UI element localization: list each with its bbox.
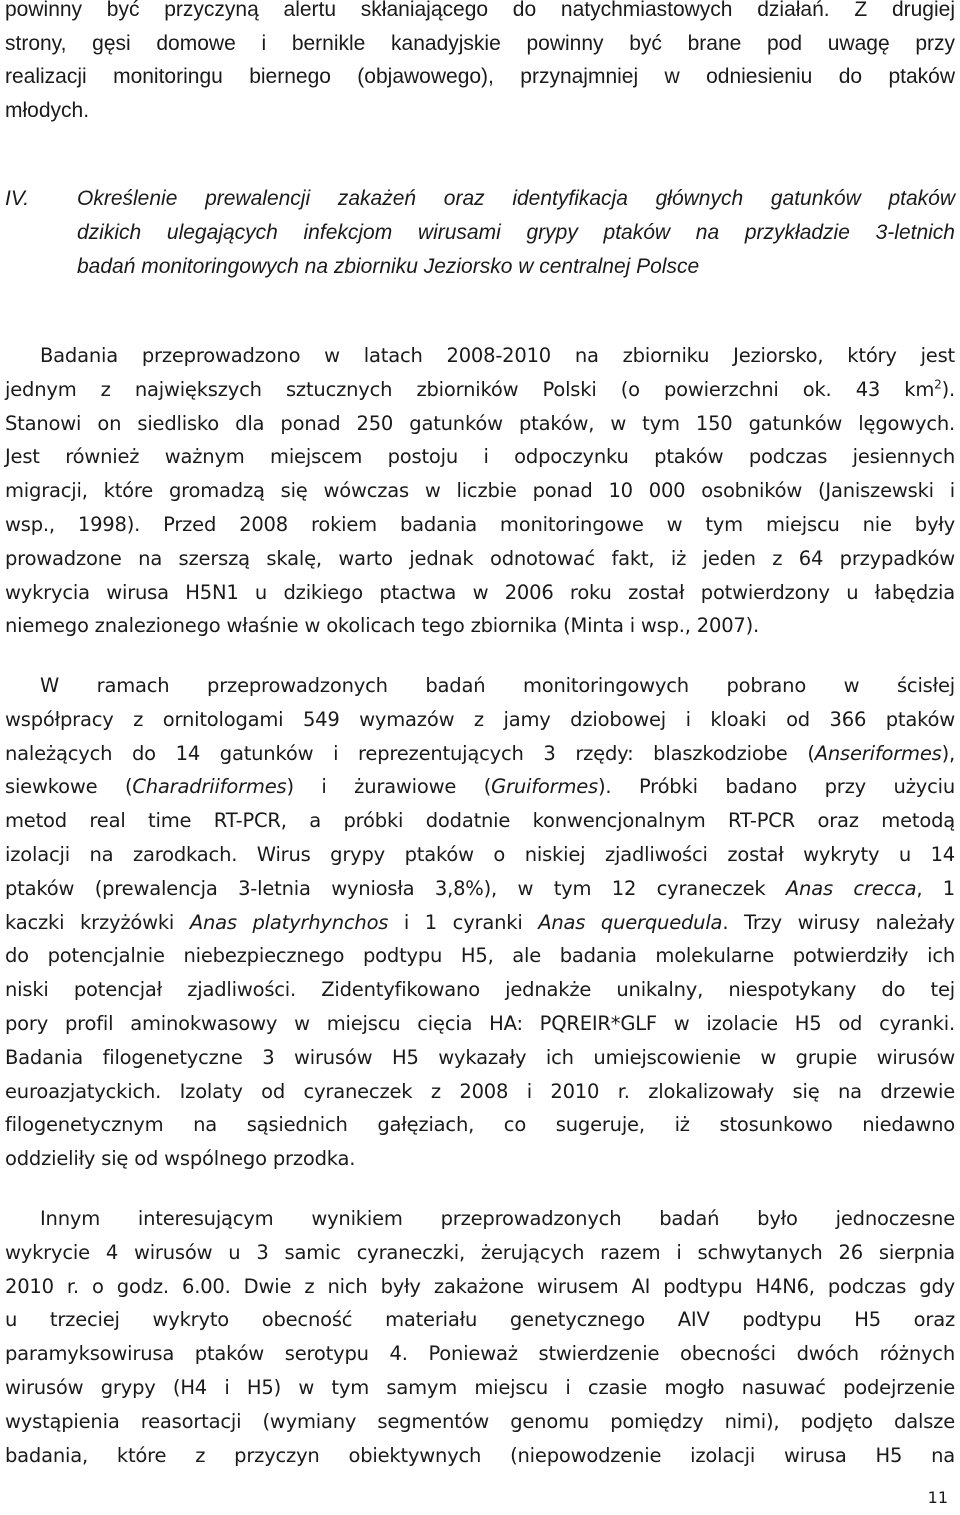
text-line: badania, które z przyczyn obiektywnych (niepowodzenie izolacji wirusa H5 na: [5, 1443, 955, 1467]
superscript: 2: [934, 377, 942, 392]
text-line: wirusów grypy (H4 i H5) w tym samym miejscu i czasie mogło nasuwać podejrzenie: [5, 1375, 955, 1399]
text-fragment: i 1 cyranki: [388, 910, 539, 934]
text-fragment: należących do 14 gatunków i reprezentujących 3 rzędy: blaszkodziobe (: [5, 741, 815, 765]
text-line: Badania filogenetyczne 3 wirusów H5 wykazały ich umiejscowienie w grupie wirusów: [5, 1045, 955, 1069]
text-fragment: ).: [941, 377, 955, 401]
text-line: niski potencjał zjadliwości. Zidentyfikowano jednakże unikalny, niespotykany do tej: [5, 978, 955, 1002]
text-fragment: siewkowe (: [5, 775, 133, 799]
text-line: wsp., 1998). Przed 2008 rokiem badania monitoringowe w tym miejscu nie były: [5, 512, 955, 536]
paragraph-3: [5, 1202, 955, 1472]
text-line: metod real time RT-PCR, a próbki dodatnie konwencjonalnym RT-PCR oraz metodą: [5, 809, 955, 833]
species-term: Anas crecca: [785, 876, 917, 900]
text-line: młodych.: [5, 98, 90, 122]
text-fragment: jednym z największych sztucznych zbiorników Polski (o powierzchni ok. 43 km: [5, 377, 935, 401]
text-line: [5, 770, 955, 804]
text-line: wykrycia wirusa H5N1 u dzikiego ptactwa w 2006 roku został potwierdzony u łabędzia: [5, 580, 955, 604]
text-line: migracji, które gromadzą się wówczas w liczbie ponad 10 000 osobników (Janiszewski i: [5, 479, 955, 503]
species-term: Charadriiformes: [132, 775, 287, 799]
section-title: [77, 182, 955, 284]
text-line: [5, 872, 955, 906]
page-number: 11: [927, 1488, 948, 1507]
text-line: 2010 r. o godz. 6.00. Dwie z nich były zakażone wirusem AI podtypu H4N6, podczas gdy: [5, 1274, 955, 1298]
text-line: [5, 373, 955, 407]
text-fragment: , 1: [916, 876, 955, 900]
text-fragment: ) i żurawiowe (: [286, 775, 492, 799]
paragraph-1: [5, 339, 955, 643]
text-line: wystąpienia reasortacji (wymiany segmentów genomu pomiędzy nimi), podjęto dalsze: [5, 1409, 955, 1433]
text-line: pory profil aminokwasowy w miejscu cięcia HA: PQREIR*GLF w izolacie H5 od cyranki.: [5, 1011, 955, 1035]
text-line: filogenetycznym na sąsiednich gałęziach, co sugeruje, iż stosunkowo niedawno: [5, 1113, 955, 1137]
text-fragment: ),: [941, 741, 955, 765]
text-line: Stanowi on siedlisko dla ponad 250 gatunków ptaków, w tym 150 gatunków lęgowych.: [5, 411, 955, 435]
paragraph-2: [5, 669, 955, 1176]
text-line: realizacji monitoringu biernego (objawowego), przynajmniej w odniesieniu do ptaków: [5, 65, 955, 89]
text-line: strony, gęsi domowe i bernikle kanadyjskie powinny być brane pod uwagę przy: [5, 31, 955, 55]
text-line: współpracy z ornitologami 549 wymazów z jamy dziobowej i kloaki od 366 ptaków: [5, 707, 955, 731]
species-term: Anseriformes: [814, 741, 942, 765]
text-line: Jest również ważnym miejscem postoju i odpoczynku ptaków podczas jesiennych: [5, 445, 955, 469]
text-fragment: ). Próbki badano przy użyciu: [598, 775, 955, 799]
text-fragment: ptaków (prewalencja 3-letnia wyniosła 3,8%), w tym 12 cyraneczek: [5, 876, 786, 900]
text-line: Badania przeprowadzono w latach 2008-2010 na zbiorniku Jeziorsko, który jest: [40, 344, 955, 367]
top-paragraph: [5, 0, 955, 127]
species-term: Anas querquedula: [538, 910, 723, 934]
text-line: euroazjatyckich. Izolaty od cyraneczek z 2008 i 2010 r. zlokalizowały się na drzewie: [5, 1079, 955, 1103]
title-line: Określenie prewalencji zakażeń oraz identyfikacja głównych gatunków ptaków: [77, 187, 955, 210]
section-heading: [5, 182, 955, 284]
text-line: izolacji na zarodkach. Wirus grypy ptaków o niskiej zjadliwości został wykryty u 14: [5, 842, 955, 866]
text-line: Innym interesującym wynikiem przeprowadzonych badań było jednoczesne: [40, 1207, 955, 1230]
text-line: W ramach przeprowadzonych badań monitoringowych pobrano w ścisłej: [40, 674, 955, 697]
species-term: Gruiformes: [491, 775, 599, 799]
text-line: paramyksowirusa ptaków serotypu 4. Ponieważ stwierdzenie obecności dwóch różnych: [5, 1342, 955, 1366]
text-line: prowadzone na szerszą skalę, warto jednak odnotować fakt, iż jeden z 64 przypadków: [5, 546, 955, 570]
text-line: powinny być przyczyną alertu skłaniającego do natychmiastowych działań. Z drugiej: [5, 0, 955, 21]
text-line: u trzeciej wykryto obecność materiału genetycznego AIV podtypu H5 oraz: [5, 1308, 955, 1332]
text-fragment: . Trzy wirusy należały: [722, 910, 955, 934]
species-term: Anas platyrhynchos: [189, 910, 389, 934]
text-line: do potencjalnie niebezpiecznego podtypu H5, ale badania molekularne potwierdziły ich: [5, 944, 955, 968]
text-line: wykrycie 4 wirusów u 3 samic cyraneczki, żerujących razem i schwytanych 26 sierpnia: [5, 1240, 955, 1264]
text-line: [5, 737, 955, 771]
text-line: niemego znalezionego właśnie w okolicach tego zbiornika (Minta i wsp., 2007).: [5, 614, 760, 638]
title-line: dzikich ulegających infekcjom wirusami grypy ptaków na przykładzie 3-letnich: [77, 221, 955, 244]
text-line: [5, 906, 955, 940]
text-fragment: kaczki krzyżówki: [5, 910, 190, 934]
text-line: oddzieliły się od wspólnego przodka.: [5, 1147, 356, 1171]
section-number: IV.: [5, 187, 30, 210]
title-line: badań monitoringowych na zbiorniku Jeziorsko w centralnej Polsce: [77, 255, 700, 278]
